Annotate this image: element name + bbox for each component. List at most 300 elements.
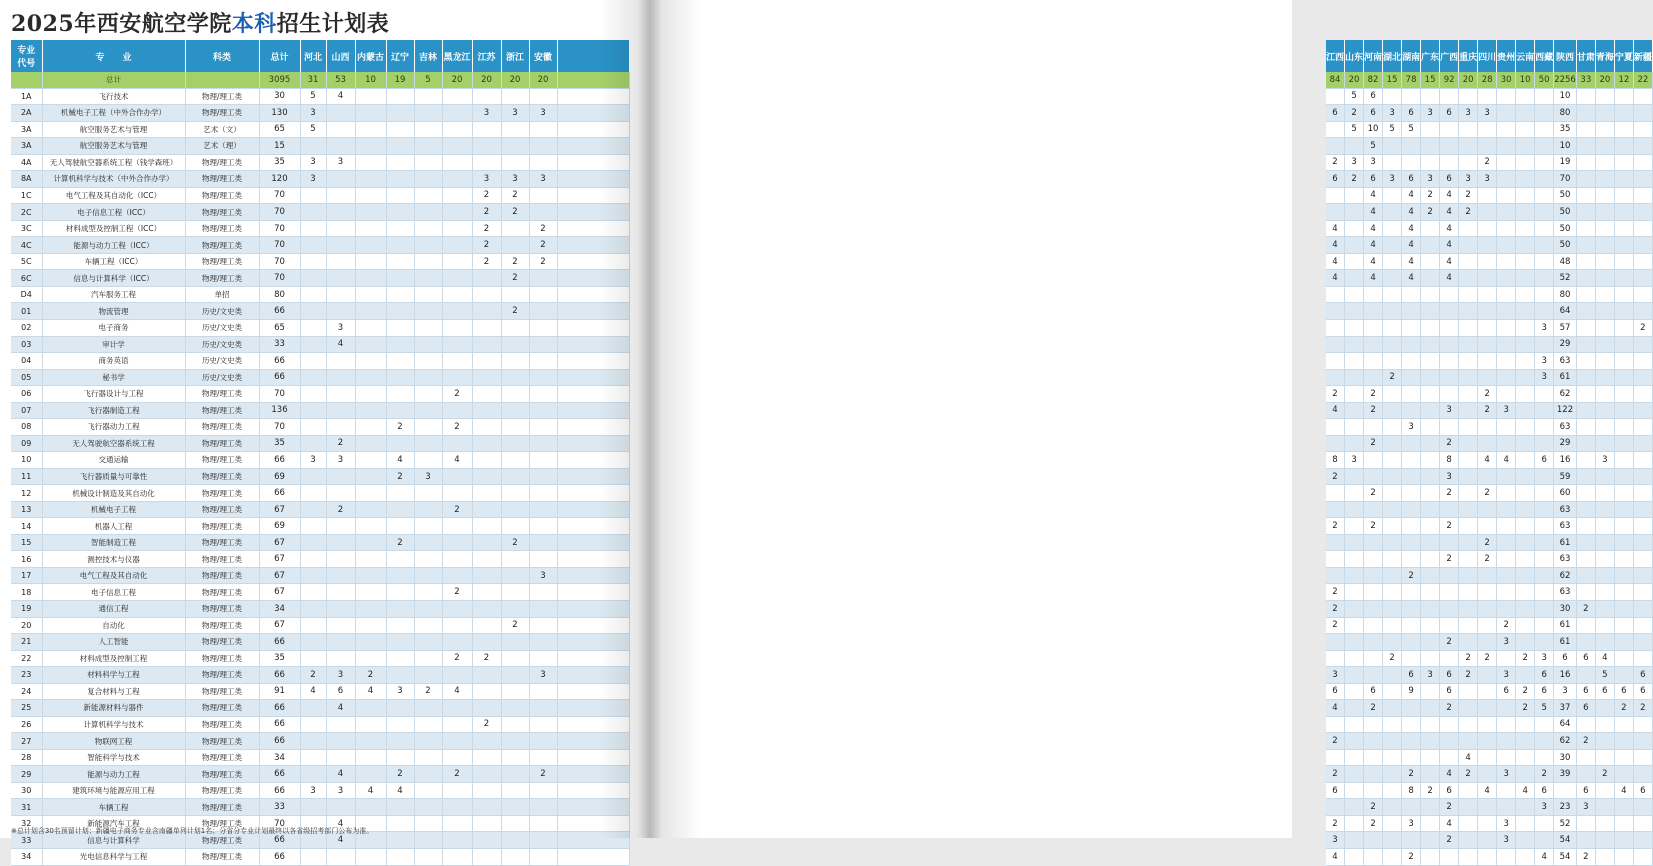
major-name: 信息与计算科学（ICC）: [42, 270, 185, 287]
province-quota: [1497, 435, 1516, 452]
province-quota: [1535, 336, 1554, 353]
province-quota: [1421, 253, 1440, 270]
table-row: [11, 551, 629, 568]
province-quota: [1516, 286, 1535, 303]
province-quota: [1614, 518, 1633, 535]
province-quota: [1595, 204, 1614, 221]
province-quota: [355, 617, 386, 634]
province-quota: [1633, 386, 1652, 403]
province-quota: 61: [1554, 534, 1577, 551]
province-quota: [1383, 601, 1402, 618]
subject-category: 物理/理工类: [185, 832, 259, 849]
province-quota: [1478, 584, 1497, 601]
province-quota: [1345, 634, 1364, 651]
province-quota: [529, 121, 557, 138]
province-quota: 2: [1326, 617, 1345, 634]
province-quota: [1614, 584, 1633, 601]
province-quota: 3: [1440, 402, 1459, 419]
province-quota: [1535, 567, 1554, 584]
province-quota: [442, 303, 472, 320]
province-quota: [1497, 336, 1516, 353]
province-quota: 48: [1554, 253, 1577, 270]
province-quota: [1633, 88, 1652, 105]
province-quota: 2: [1459, 204, 1478, 221]
province-quota: [1497, 105, 1516, 122]
province-quota: [386, 848, 414, 865]
province-quota: [1383, 485, 1402, 502]
province-quota: [1421, 733, 1440, 750]
province-quota: 3: [1535, 369, 1554, 386]
province-quota: [1478, 303, 1497, 320]
province-quota: [472, 601, 501, 618]
subject-category: 物理/理工类: [185, 105, 259, 122]
subject-category: 物理/理工类: [185, 171, 259, 188]
province-quota: 2: [442, 766, 472, 783]
province-quota: [1478, 617, 1497, 634]
row-spacer: [557, 105, 629, 122]
subject-category: 物理/理工类: [185, 782, 259, 799]
province-quota: [1516, 88, 1535, 105]
province-quota: [1459, 468, 1478, 485]
province-quota: 3: [300, 452, 326, 469]
province-quota: [1440, 601, 1459, 618]
major-name: 电气工程及其自动化: [42, 567, 185, 584]
province-quota: [1478, 501, 1497, 518]
province-quota: [1364, 766, 1383, 783]
province-quota: [386, 584, 414, 601]
province-quota: [300, 369, 326, 386]
province-quota: [1383, 138, 1402, 155]
province-quota: [1383, 700, 1402, 717]
province-quota: [300, 253, 326, 270]
province-quota: [472, 468, 501, 485]
province-quota: [442, 105, 472, 122]
province-quota: [386, 815, 414, 832]
province-quota: [300, 518, 326, 535]
province-quota: 2: [472, 187, 501, 204]
province-quota: [355, 634, 386, 651]
province-quota: [1440, 88, 1459, 105]
province-quota: [1364, 848, 1383, 865]
major-name: 机械电子工程: [42, 501, 185, 518]
province-quota: [1478, 369, 1497, 386]
table-row: [1326, 601, 1652, 618]
province-quota: [1478, 419, 1497, 436]
major-code: 2A: [11, 105, 42, 122]
province-quota: 4: [1459, 749, 1478, 766]
province-quota: [442, 253, 472, 270]
province-quota: [1326, 435, 1345, 452]
column-header: 湖北: [1383, 40, 1402, 72]
province-quota: [1421, 369, 1440, 386]
province-quota: 3: [326, 667, 355, 684]
row-spacer: [557, 402, 629, 419]
province-quota: [300, 650, 326, 667]
major-code: 4A: [11, 154, 42, 171]
province-quota: [1459, 534, 1478, 551]
province-quota: [414, 303, 442, 320]
province-quota: [1614, 402, 1633, 419]
province-quota: 2: [1440, 551, 1459, 568]
province-quota: [1576, 584, 1595, 601]
province-quota: [300, 187, 326, 204]
province-quota: 3: [300, 154, 326, 171]
province-quota: [1402, 88, 1421, 105]
province-quota: [1364, 452, 1383, 469]
province-quota: [1497, 567, 1516, 584]
province-quota: [1595, 386, 1614, 403]
province-quota: [1459, 848, 1478, 865]
province-quota: 59: [1554, 468, 1577, 485]
province-quota: [326, 567, 355, 584]
province-quota: [1633, 733, 1652, 750]
province-quota: 4: [326, 700, 355, 717]
subject-category: [185, 72, 259, 88]
province-quota: [1440, 848, 1459, 865]
province-quota: 4: [1402, 187, 1421, 204]
province-quota: [529, 419, 557, 436]
province-quota: 20: [1345, 72, 1364, 88]
province-quota: 2: [326, 435, 355, 452]
subject-category: 物理/理工类: [185, 468, 259, 485]
province-quota: [1595, 187, 1614, 204]
province-quota: [386, 832, 414, 849]
province-quota: 52: [1554, 815, 1577, 832]
province-quota: [501, 667, 529, 684]
province-quota: [1478, 88, 1497, 105]
province-quota: 63: [1554, 518, 1577, 535]
table-row: [11, 402, 629, 419]
subject-category: 历史/文史类: [185, 336, 259, 353]
province-quota: [1516, 584, 1535, 601]
province-quota: [501, 220, 529, 237]
major-code: 10: [11, 452, 42, 469]
province-quota: [472, 319, 501, 336]
enrollment-table-left: [11, 40, 630, 866]
row-spacer: [557, 733, 629, 750]
province-quota: [386, 220, 414, 237]
subject-category: 物理/理工类: [185, 419, 259, 436]
province-quota: 61: [1554, 634, 1577, 651]
province-quota: [386, 319, 414, 336]
subject-category: 物理/理工类: [185, 617, 259, 634]
major-code: 8A: [11, 171, 42, 188]
total-quota: 66: [259, 766, 300, 783]
province-quota: [1402, 733, 1421, 750]
major-name: 物联网工程: [42, 733, 185, 750]
province-quota: [1364, 617, 1383, 634]
row-spacer: [557, 534, 629, 551]
province-quota: 5: [1383, 121, 1402, 138]
province-quota: [1402, 716, 1421, 733]
province-quota: [414, 353, 442, 370]
province-quota: 2: [501, 204, 529, 221]
table-row: [11, 468, 629, 485]
province-quota: [1383, 336, 1402, 353]
province-quota: [386, 303, 414, 320]
province-quota: [501, 286, 529, 303]
province-quota: 6: [1326, 105, 1345, 122]
province-quota: [1633, 534, 1652, 551]
province-quota: [529, 435, 557, 452]
total-quota: 80: [259, 286, 300, 303]
province-quota: [1595, 402, 1614, 419]
province-quota: 4: [326, 88, 355, 105]
province-quota: 2: [1440, 799, 1459, 816]
province-quota: [442, 667, 472, 684]
major-name: 复合材料与工程: [42, 683, 185, 700]
column-header: 山西: [326, 40, 355, 72]
province-quota: 4: [1402, 253, 1421, 270]
province-quota: [1440, 386, 1459, 403]
province-quota: 15: [1421, 72, 1440, 88]
subject-category: 物理/理工类: [185, 435, 259, 452]
province-quota: [442, 534, 472, 551]
total-quota: 70: [259, 270, 300, 287]
province-quota: [501, 584, 529, 601]
province-quota: [1421, 154, 1440, 171]
province-quota: [1497, 518, 1516, 535]
province-quota: [529, 286, 557, 303]
total-quota: 66: [259, 452, 300, 469]
province-quota: [529, 303, 557, 320]
province-quota: [1383, 749, 1402, 766]
total-quota: 33: [259, 336, 300, 353]
major-code: 24: [11, 683, 42, 700]
province-quota: [1459, 518, 1478, 535]
table-row: [11, 138, 629, 155]
province-quota: [442, 518, 472, 535]
province-quota: 4: [1497, 452, 1516, 469]
row-spacer: [557, 700, 629, 717]
table-row: [11, 187, 629, 204]
province-quota: [1345, 601, 1364, 618]
major-name: 秘书学: [42, 369, 185, 386]
province-quota: [442, 88, 472, 105]
province-quota: [529, 353, 557, 370]
province-quota: [442, 154, 472, 171]
province-quota: [1633, 518, 1652, 535]
province-quota: 6: [1402, 171, 1421, 188]
subject-category: 艺术（理）: [185, 138, 259, 155]
province-quota: [501, 567, 529, 584]
province-quota: [386, 353, 414, 370]
province-quota: [414, 700, 442, 717]
province-quota: [414, 220, 442, 237]
province-quota: [1535, 435, 1554, 452]
province-quota: [442, 799, 472, 816]
province-quota: 10: [1554, 88, 1577, 105]
province-quota: 62: [1554, 733, 1577, 750]
province-quota: [300, 766, 326, 783]
province-quota: [1440, 567, 1459, 584]
subject-category: 单招: [185, 286, 259, 303]
major-code: 4C: [11, 237, 42, 254]
province-quota: 70: [1554, 171, 1577, 188]
province-quota: [386, 567, 414, 584]
province-quota: 6: [1576, 650, 1595, 667]
province-quota: [1402, 749, 1421, 766]
province-quota: [529, 634, 557, 651]
province-quota: [1459, 584, 1478, 601]
row-spacer: [557, 848, 629, 865]
province-quota: [355, 700, 386, 717]
province-quota: 3: [1345, 154, 1364, 171]
province-quota: [1383, 353, 1402, 370]
row-spacer: [557, 799, 629, 816]
province-quota: 2: [472, 650, 501, 667]
province-quota: [1478, 601, 1497, 618]
province-quota: 4: [1364, 253, 1383, 270]
province-quota: [1576, 187, 1595, 204]
province-quota: [355, 220, 386, 237]
total-quota: 66: [259, 353, 300, 370]
province-quota: [1402, 832, 1421, 849]
province-quota: [1459, 815, 1478, 832]
province-quota: 6: [1364, 171, 1383, 188]
province-quota: [1402, 402, 1421, 419]
province-quota: 3: [326, 782, 355, 799]
province-quota: [1535, 105, 1554, 122]
table-row: [11, 171, 629, 188]
province-quota: [1614, 650, 1633, 667]
major-code: 1A: [11, 88, 42, 105]
province-quota: [1421, 601, 1440, 618]
province-quota: [1364, 336, 1383, 353]
province-quota: [1421, 634, 1440, 651]
column-header: 贵州: [1497, 40, 1516, 72]
row-spacer: [557, 319, 629, 336]
province-quota: [414, 187, 442, 204]
province-quota: 2: [501, 187, 529, 204]
province-quota: [1633, 468, 1652, 485]
province-quota: [1345, 319, 1364, 336]
province-quota: [1478, 832, 1497, 849]
province-quota: [1576, 534, 1595, 551]
province-quota: 8: [1440, 452, 1459, 469]
province-quota: 6: [1554, 650, 1577, 667]
total-row: [11, 72, 629, 88]
major-code: 3C: [11, 220, 42, 237]
province-quota: [386, 650, 414, 667]
province-quota: [1459, 733, 1478, 750]
province-quota: 3: [1535, 353, 1554, 370]
province-quota: [300, 237, 326, 254]
province-quota: [1516, 799, 1535, 816]
province-quota: [442, 336, 472, 353]
table-header-left: [11, 40, 629, 72]
province-quota: 5: [300, 121, 326, 138]
province-quota: [1595, 353, 1614, 370]
province-quota: 37: [1554, 700, 1577, 717]
province-quota: [1576, 435, 1595, 452]
major-name: 能源与动力工程（ICC）: [42, 237, 185, 254]
province-quota: [1595, 336, 1614, 353]
province-quota: [1516, 518, 1535, 535]
province-quota: [355, 154, 386, 171]
province-quota: [1633, 716, 1652, 733]
province-quota: [1345, 749, 1364, 766]
province-quota: [1326, 501, 1345, 518]
province-quota: [326, 419, 355, 436]
province-quota: [1516, 237, 1535, 254]
province-quota: [1345, 270, 1364, 287]
row-spacer: [557, 72, 629, 88]
province-quota: 63: [1554, 419, 1577, 436]
province-quota: [1535, 286, 1554, 303]
province-quota: 4: [1440, 270, 1459, 287]
province-quota: [529, 138, 557, 155]
province-quota: 3: [1478, 171, 1497, 188]
province-quota: [1576, 716, 1595, 733]
province-quota: [355, 386, 386, 403]
province-quota: [1421, 567, 1440, 584]
province-quota: 3: [1421, 171, 1440, 188]
province-quota: [386, 336, 414, 353]
province-quota: [1535, 832, 1554, 849]
table-row: [11, 518, 629, 535]
major-code: 05: [11, 369, 42, 386]
province-quota: [386, 138, 414, 155]
subject-category: 物理/理工类: [185, 799, 259, 816]
table-row: [11, 749, 629, 766]
major-name: 机器人工程: [42, 518, 185, 535]
row-spacer: [557, 220, 629, 237]
column-header: 吉林: [414, 40, 442, 72]
province-quota: [501, 716, 529, 733]
province-quota: [1440, 121, 1459, 138]
province-quota: [472, 848, 501, 865]
province-quota: 3: [1402, 419, 1421, 436]
province-quota: [355, 187, 386, 204]
province-quota: 2: [1421, 782, 1440, 799]
province-quota: [326, 650, 355, 667]
province-quota: [414, 733, 442, 750]
province-quota: [1516, 567, 1535, 584]
province-quota: [1595, 419, 1614, 436]
province-quota: [501, 700, 529, 717]
province-quota: 122: [1554, 402, 1577, 419]
province-quota: [1478, 700, 1497, 717]
province-quota: [1345, 286, 1364, 303]
table-row: [1326, 815, 1652, 832]
province-quota: [442, 319, 472, 336]
province-quota: 4: [442, 452, 472, 469]
province-quota: [1383, 617, 1402, 634]
province-quota: [1516, 220, 1535, 237]
province-quota: [501, 369, 529, 386]
row-spacer: [557, 435, 629, 452]
province-quota: 2: [1516, 683, 1535, 700]
province-quota: [442, 187, 472, 204]
table-row: [11, 683, 629, 700]
province-quota: [529, 485, 557, 502]
total-quota: 67: [259, 617, 300, 634]
province-quota: [300, 435, 326, 452]
province-quota: [1633, 286, 1652, 303]
major-name: 光电信息科学与工程: [42, 848, 185, 865]
major-code: 14: [11, 518, 42, 535]
table-row: [1326, 667, 1652, 684]
province-quota: [501, 452, 529, 469]
province-quota: [1497, 700, 1516, 717]
major-name: 车辆工程: [42, 799, 185, 816]
province-quota: [1535, 468, 1554, 485]
province-quota: [326, 551, 355, 568]
table-row: [11, 220, 629, 237]
province-quota: [1576, 766, 1595, 783]
province-quota: [1440, 501, 1459, 518]
